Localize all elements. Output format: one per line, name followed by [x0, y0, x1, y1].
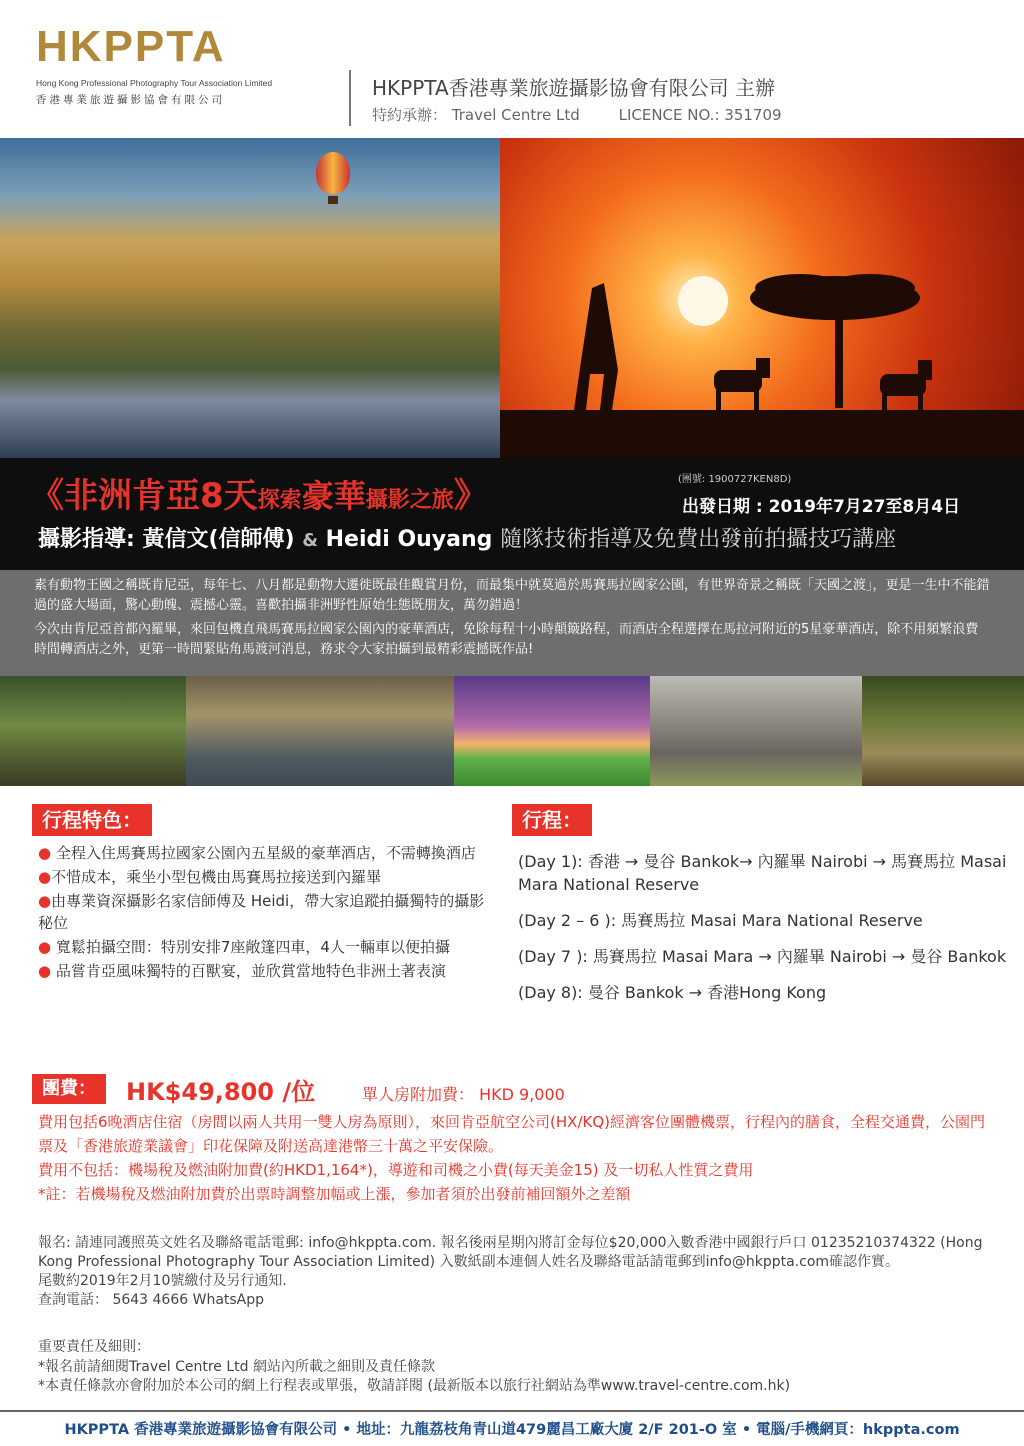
licence-number: LICENCE NO.: 351709 [618, 106, 782, 124]
trip-title [30, 468, 488, 517]
itinerary-day: (Day 7 ): 馬賽馬拉 Masai Mara → 內羅畢 Nairobi → 曼谷 Bankok [518, 947, 1007, 966]
itinerary-list [518, 850, 1008, 1017]
photo-wildebeest-crossing [186, 676, 454, 786]
footer-address: HKPPTA 香港專業旅遊攝影協會有限公司 • 地址：九龍荔枝角青山道479麗昌工廠大廈 2/F 201-O 室 • 電腦/手機網頁：hkppta.com [64, 1422, 960, 1438]
itinerary-label: 行程： [512, 804, 592, 836]
list-item [38, 866, 498, 888]
title-close-bracket: 》 [453, 476, 488, 516]
photo-guide-line [38, 522, 896, 553]
guide-name-primary: 攝影指導: 黃信文(信師傅) [38, 527, 295, 552]
photo-elephants [650, 676, 862, 786]
agent-line [372, 104, 816, 125]
intro-paragraph-2: 今次由肯尼亞首都內羅畢，來回包機直飛馬賽馬拉國家公園內的豪華酒店，免除每程十小時顛簸路程，而酒店全程選擇在馬拉河附近的5星豪華酒店，除不用頻繁浪費時間轉酒店之外，更第一時間緊貼角馬渡河消息，務求令大家拍攝到最精彩震撼既作品! [34, 622, 979, 657]
header [0, 0, 1024, 138]
photo-owl [0, 676, 186, 786]
balance-due-line: 尾數約2019年2月10號繳付及另行通知. [38, 1273, 287, 1289]
registration-line: 報名: 請連同護照英文姓名及聯絡電話電郵: info@hkppta.com. 報名後兩星期內將訂金每位$20,000入數香港中國銀行戶口 01235210374322 (Hong Kong Professional Photography Tour Association Limited) 入數紙副本連個人姓名及聯絡電話請電郵到info@hkppta.com確認作實。 [38, 1235, 983, 1270]
registration-info [38, 1234, 998, 1310]
highlights-label: 行程特色： [32, 804, 152, 836]
enquiry-phone: 查詢電話： 5643 4666 WhatsApp [38, 1292, 265, 1308]
logo [36, 22, 326, 107]
fee-note: *註：若機場稅及燃油附加費於出票時調整加幅或上漲，參加者須於出發前補回額外之差額 [38, 1185, 631, 1203]
title-open-bracket: 《 [30, 476, 64, 516]
fee-excludes: 費用不包括：機場稅及燃油附加費(約HKD1,164*)，導遊和司機之小費(每天美金15) 及一切私人性質之費用 [38, 1161, 754, 1179]
photo-strip [0, 676, 1024, 786]
list-item [38, 936, 498, 958]
logo-wordmark: HKPPTA [36, 22, 226, 71]
bullet-icon: ● [38, 892, 52, 910]
itinerary-day: (Day 8): 曼谷 Bankok → 香港Hong Kong [518, 983, 827, 1002]
list-item [38, 890, 498, 934]
fee-notes [38, 1110, 998, 1206]
tour-code: (團號: 1900727KEN8D) [678, 474, 792, 485]
hot-air-balloon-icon [316, 152, 350, 194]
single-supplement: 單人房附加費： HKD 9,000 [362, 1085, 565, 1104]
terms-item: *報名前請細閱Travel Centre Ltd 網站內所載之細則及責任條款 [38, 1358, 435, 1375]
bullet-icon: ● [38, 868, 52, 886]
list-item [38, 842, 498, 864]
terms-heading: 重要責任及細則： [38, 1339, 150, 1355]
organizer-info [372, 72, 816, 125]
guide-ampersand: & [302, 530, 318, 551]
title-luxury: 豪華 [301, 477, 366, 515]
agent-name: 特約承辦： Travel Centre Ltd [372, 106, 580, 124]
photo-gazelles-sunset [454, 676, 650, 786]
fee-label: 團費： [32, 1074, 106, 1104]
tour-price: HK$49,800 /位 [126, 1078, 316, 1106]
highlight-text: 不惜成本，乘坐小型包機由馬賽馬拉接送到內羅畢 [51, 868, 382, 886]
bullet-icon: ● [38, 938, 52, 956]
hero-image-sunset-silhouette [500, 138, 1024, 458]
savanna-ground [500, 410, 1024, 458]
terms-item: *本責任條款亦會附加於本公司的網上行程表或單張，敬請詳閱 (最新版本以旅行社網站為準www.travel-centre.com.hk) [38, 1378, 791, 1394]
itinerary-day: (Day 2 – 6 ): 馬賽馬拉 Masai Mara National Reserve [518, 911, 923, 930]
highlight-text: 寬鬆拍攝空間：特別安排7座敞篷四車，4人一輛車以便拍攝 [55, 938, 450, 956]
highlight-text: 品嘗肯亞風味獨特的百獸宴，並欣賞當地特色非洲土著表演 [55, 962, 446, 980]
highlights-list [38, 842, 498, 984]
title-tour: 攝影之旅 [365, 488, 454, 513]
departure-date: 出發日期 : 2019年7月27至8月4日 [682, 497, 961, 517]
terms-section [38, 1338, 998, 1397]
guide-name-secondary: Heidi Ouyang [325, 527, 493, 552]
highlight-text: 全程入住馬賽馬拉國家公園內五星級的豪華酒店，不需轉換酒店 [55, 844, 476, 862]
guide-description: 隨隊技術指導及免費出發前拍攝技巧講座 [500, 527, 897, 552]
logo-english-name: Hong Kong Professional Photography Tour Association Limited [36, 78, 273, 88]
header-divider [349, 70, 351, 126]
photo-leopard-cub [862, 676, 1024, 786]
logo-chinese-name: 香港專業旅遊攝影協會有限公司 [36, 94, 225, 106]
balloon-basket-icon [328, 196, 338, 204]
bullet-icon: ● [38, 962, 52, 980]
organizer-title: HKPPTA香港專業旅遊攝影協會有限公司 主辦 [372, 76, 775, 100]
hero-image-savanna-balloon [0, 138, 500, 458]
list-item [38, 960, 498, 982]
fee-includes: 費用包括6晚酒店住宿（房間以兩人共用一雙人房為原則），來回肯亞航空公司(HX/KQ)經濟客位團體機票，行程內的膳食，全程交通費，公園門票及「香港旅遊業議會」印花保障及附送高達港幣三十萬之平安保險。 [38, 1113, 986, 1155]
bullet-icon: ● [38, 844, 52, 862]
intro-paragraph-1: 素有動物王國之稱既肯尼亞，每年七、八月都是動物大遷徙既最佳觀賞月份，而最集中就莫過於馬賽馬拉國家公園，有世界奇景之稱既「天國之渡」，更是一生中不能錯過的盛大場面，驚心動魄、震撼心靈。喜歡拍攝非洲野性原始生態既朋友，萬勿錯過！ [34, 578, 990, 613]
footer-divider [0, 1410, 1024, 1412]
title-explore: 探索 [257, 488, 302, 513]
highlight-text: 由專業資深攝影名家信師傅及 Heidi，帶大家追蹤拍攝獨特的攝影秘位 [38, 892, 485, 932]
title-main: 非洲肯亞8天 [64, 476, 258, 516]
title-band [0, 458, 1024, 570]
itinerary-day: (Day 1): 香港 → 曼谷 Bankok→ 內羅畢 Nairobi → 馬賽馬拉 Masai Mara National Reserve [518, 852, 1007, 894]
intro-band [0, 570, 1024, 676]
